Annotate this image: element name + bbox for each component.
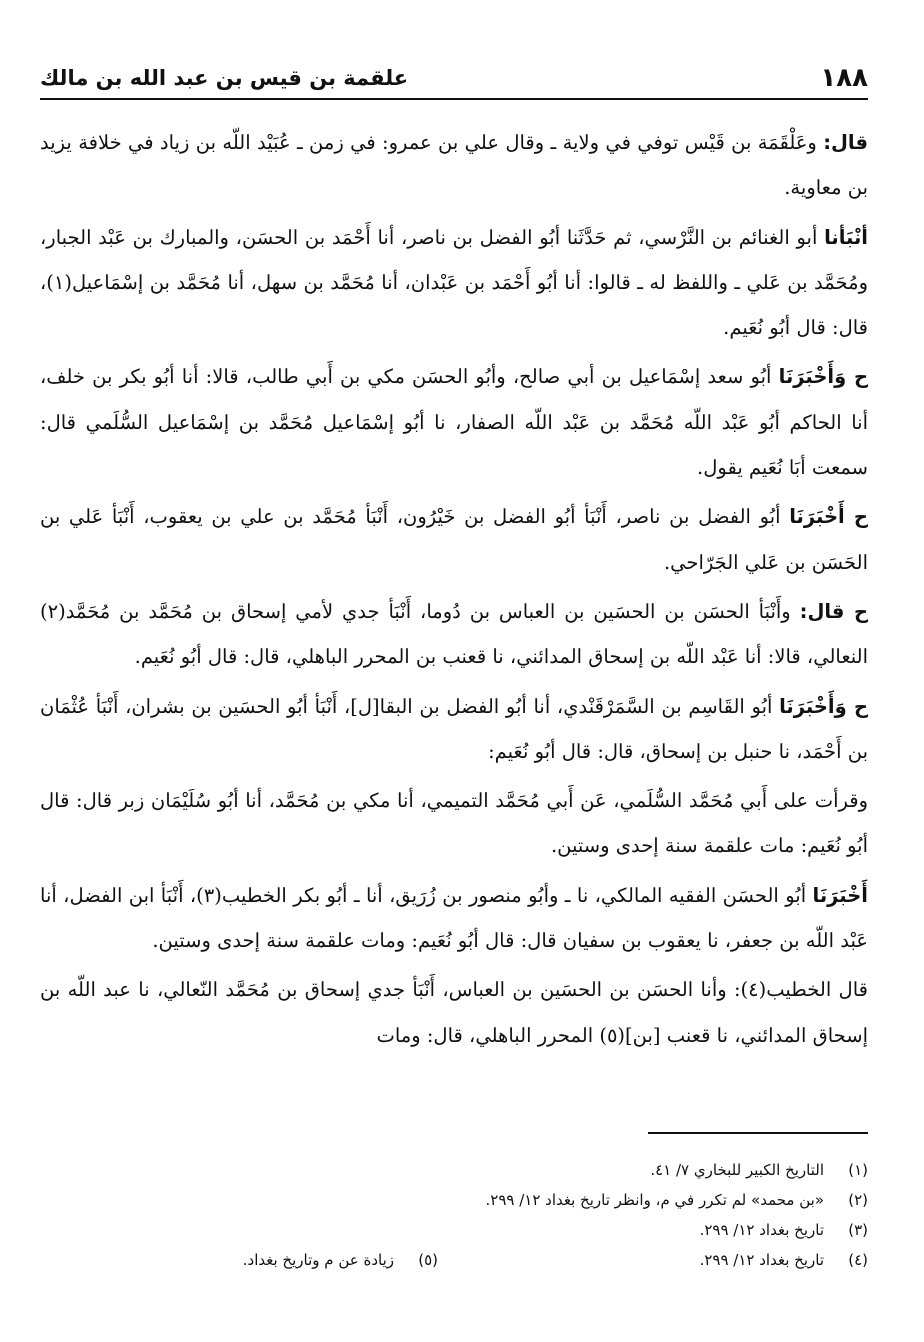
footnote bbox=[40, 1250, 868, 1270]
footnote-text: تاريخ بغداد ١٢/ ٢٩٩. bbox=[699, 1251, 824, 1269]
paragraph bbox=[40, 589, 868, 680]
footnote bbox=[40, 1160, 868, 1180]
running-title: علقمة بن قيس بن عبد الله بن مالك bbox=[40, 66, 409, 90]
footnote bbox=[40, 1190, 868, 1210]
paragraph-text: أبو الغنائم بن النَّرْسي، ثم حَدَّثَنا أبُو الفضل بن ناصر، أنا أَحْمَد بن الحسَن، والمبارك بن عَبْد الجبار، ومُحَمَّد بن عَلي ـ واللفظ له ـ قالوا: أنا أبُو أَحْمَد بن عَبْدان، أنا مُحَمَّد بن سهل، أنا مُحَمَّد بن إسْمَاعيل(١)، قال: قال أبُو نُعَيم. bbox=[40, 225, 868, 340]
paragraph bbox=[40, 120, 868, 211]
paragraph bbox=[40, 778, 868, 869]
paragraph-text: وقرأت على أَبي مُحَمَّد السُّلَمي، عَن أَبي مُحَمَّد التميمي، أنا مكي بن مُحَمَّد، أنا أبُو سُلَيْمَان زبر قال: قال أبُو نُعَيم: مات علقمة سنة إحدى وستين. bbox=[40, 789, 868, 858]
paragraph-lead: ح قال: bbox=[799, 599, 868, 623]
paragraph-text: أبُو سعد إسْمَاعيل بن أبي صالح، وأبُو الحسَن مكي بن أَبي طالب، قالا: أنا أبُو بكر بن خلف، أنا الحاكم أبُو عَبْد اللّه مُحَمَّد بن عَبْد اللّه الصفار، نا أبُو إسْمَاعيل مُحَمَّد بن إسْمَاعيل السُّلَمي قال: سمعت أبَا نُعَيم يقول. bbox=[40, 365, 868, 480]
paragraph-lead: ح وَأَخْبَرَنَا bbox=[779, 694, 869, 718]
main-text bbox=[40, 120, 868, 1058]
footnote-number: (١) bbox=[848, 1161, 868, 1179]
footnote-text: «بن محمد» لم تكرر في م، وانظر تاريخ بغداد ١٢/ ٢٩٩. bbox=[485, 1191, 824, 1209]
footnote-text: تاريخ بغداد ١٢/ ٢٩٩. bbox=[699, 1221, 824, 1239]
paragraph-text: وعَلْقَمَة بن قَيْس توفي في ولاية ـ وقال علي بن عمرو: في زمن ـ عُبَيْد اللّه بن زياد في خلافة يزيد بن معاوية. bbox=[40, 131, 868, 200]
paragraph-text: أبُو الحسَن الفقيه المالكي، نا ـ وأبُو منصور بن زُرَيق، أنا ـ أبُو بكر الخطيب(٣)، أَنْبَأ ابن الفضل، أنا عَبْد اللّه بن جعفر، نا يعقوب بن سفيان قال: قال أبُو نُعَيم: ومات علقمة سنة إحدى وستين. bbox=[40, 883, 868, 953]
paragraph bbox=[40, 873, 868, 964]
footnote-number: (٥) bbox=[418, 1251, 438, 1269]
paragraph-text: أبُو القَاسِم بن السَّمَرْقَنْدي، أنا أبُو الفضل بن البقا[ل]، أَنْبَأ أبُو الحسَين بن بشران، أَنْبَأ عُثْمَان بن أَحْمَد، نا حنبل بن إسحاق، قال: قال أبُو نُعَيم: bbox=[40, 694, 868, 763]
footnote bbox=[40, 1220, 868, 1240]
footnote-number: (٣) bbox=[848, 1221, 868, 1239]
page-header bbox=[40, 58, 868, 100]
paragraph bbox=[40, 684, 868, 775]
paragraph-lead: أَخْبَرَنَا bbox=[812, 883, 868, 907]
paragraph bbox=[40, 354, 868, 490]
page-number: ١٨٨ bbox=[820, 63, 868, 93]
footnote-text: زيادة عن م وتاريخ بغداد. bbox=[242, 1251, 394, 1269]
paragraph bbox=[40, 967, 868, 1058]
paragraph-text: قال الخطيب(٤): وأنا الحسَن بن الحسَين بن العباس، أَنْبَأ جدي إسحاق بن مُحَمَّد النّعالي، نا عبد اللّه بن إسحاق المدائني، نا قعنب [بن](٥) المحرر الباهلي، قال: ومات bbox=[40, 978, 868, 1047]
paragraph bbox=[40, 215, 868, 351]
footnote-divider bbox=[648, 1132, 868, 1134]
paragraph-text: أبُو الفضل بن ناصر، أَنْبَأ أبُو الفضل بن خَيْرُون، أَنْبَأ مُحَمَّد بن علي بن يعقوب، أَنْبَأ عَلي بن الحَسَن بن عَلي الجَرّاحي. bbox=[40, 505, 868, 574]
paragraph-lead: أنْبَأنا bbox=[824, 225, 868, 249]
paragraph-text: وأَنْبَأ الحسَن بن الحسَين بن العباس بن دُوما، أَنْبَأ جدي لأمي إسحاق بن مُحَمَّد بن مُحَمَّد(٢) النعالي، قالا: أنا عَبْد اللّه بن إسحاق المدائني، نا قعنب بن المحرر الباهلي، قال: قال أبُو نُعَيم. bbox=[40, 599, 868, 669]
footnote bbox=[243, 1250, 438, 1270]
paragraph-lead: ح وَأَخْبَرَنَا bbox=[778, 365, 869, 389]
footnote-number: (٢) bbox=[848, 1191, 868, 1209]
paragraph-lead: قال: bbox=[823, 131, 868, 154]
footnote-number: (٤) bbox=[848, 1251, 868, 1269]
footnote-text: التاريخ الكبير للبخاري ٧/ ٤١. bbox=[650, 1161, 824, 1179]
paragraph-lead: ح أَخْبَرَنَا bbox=[789, 505, 868, 529]
paragraph bbox=[40, 494, 868, 585]
